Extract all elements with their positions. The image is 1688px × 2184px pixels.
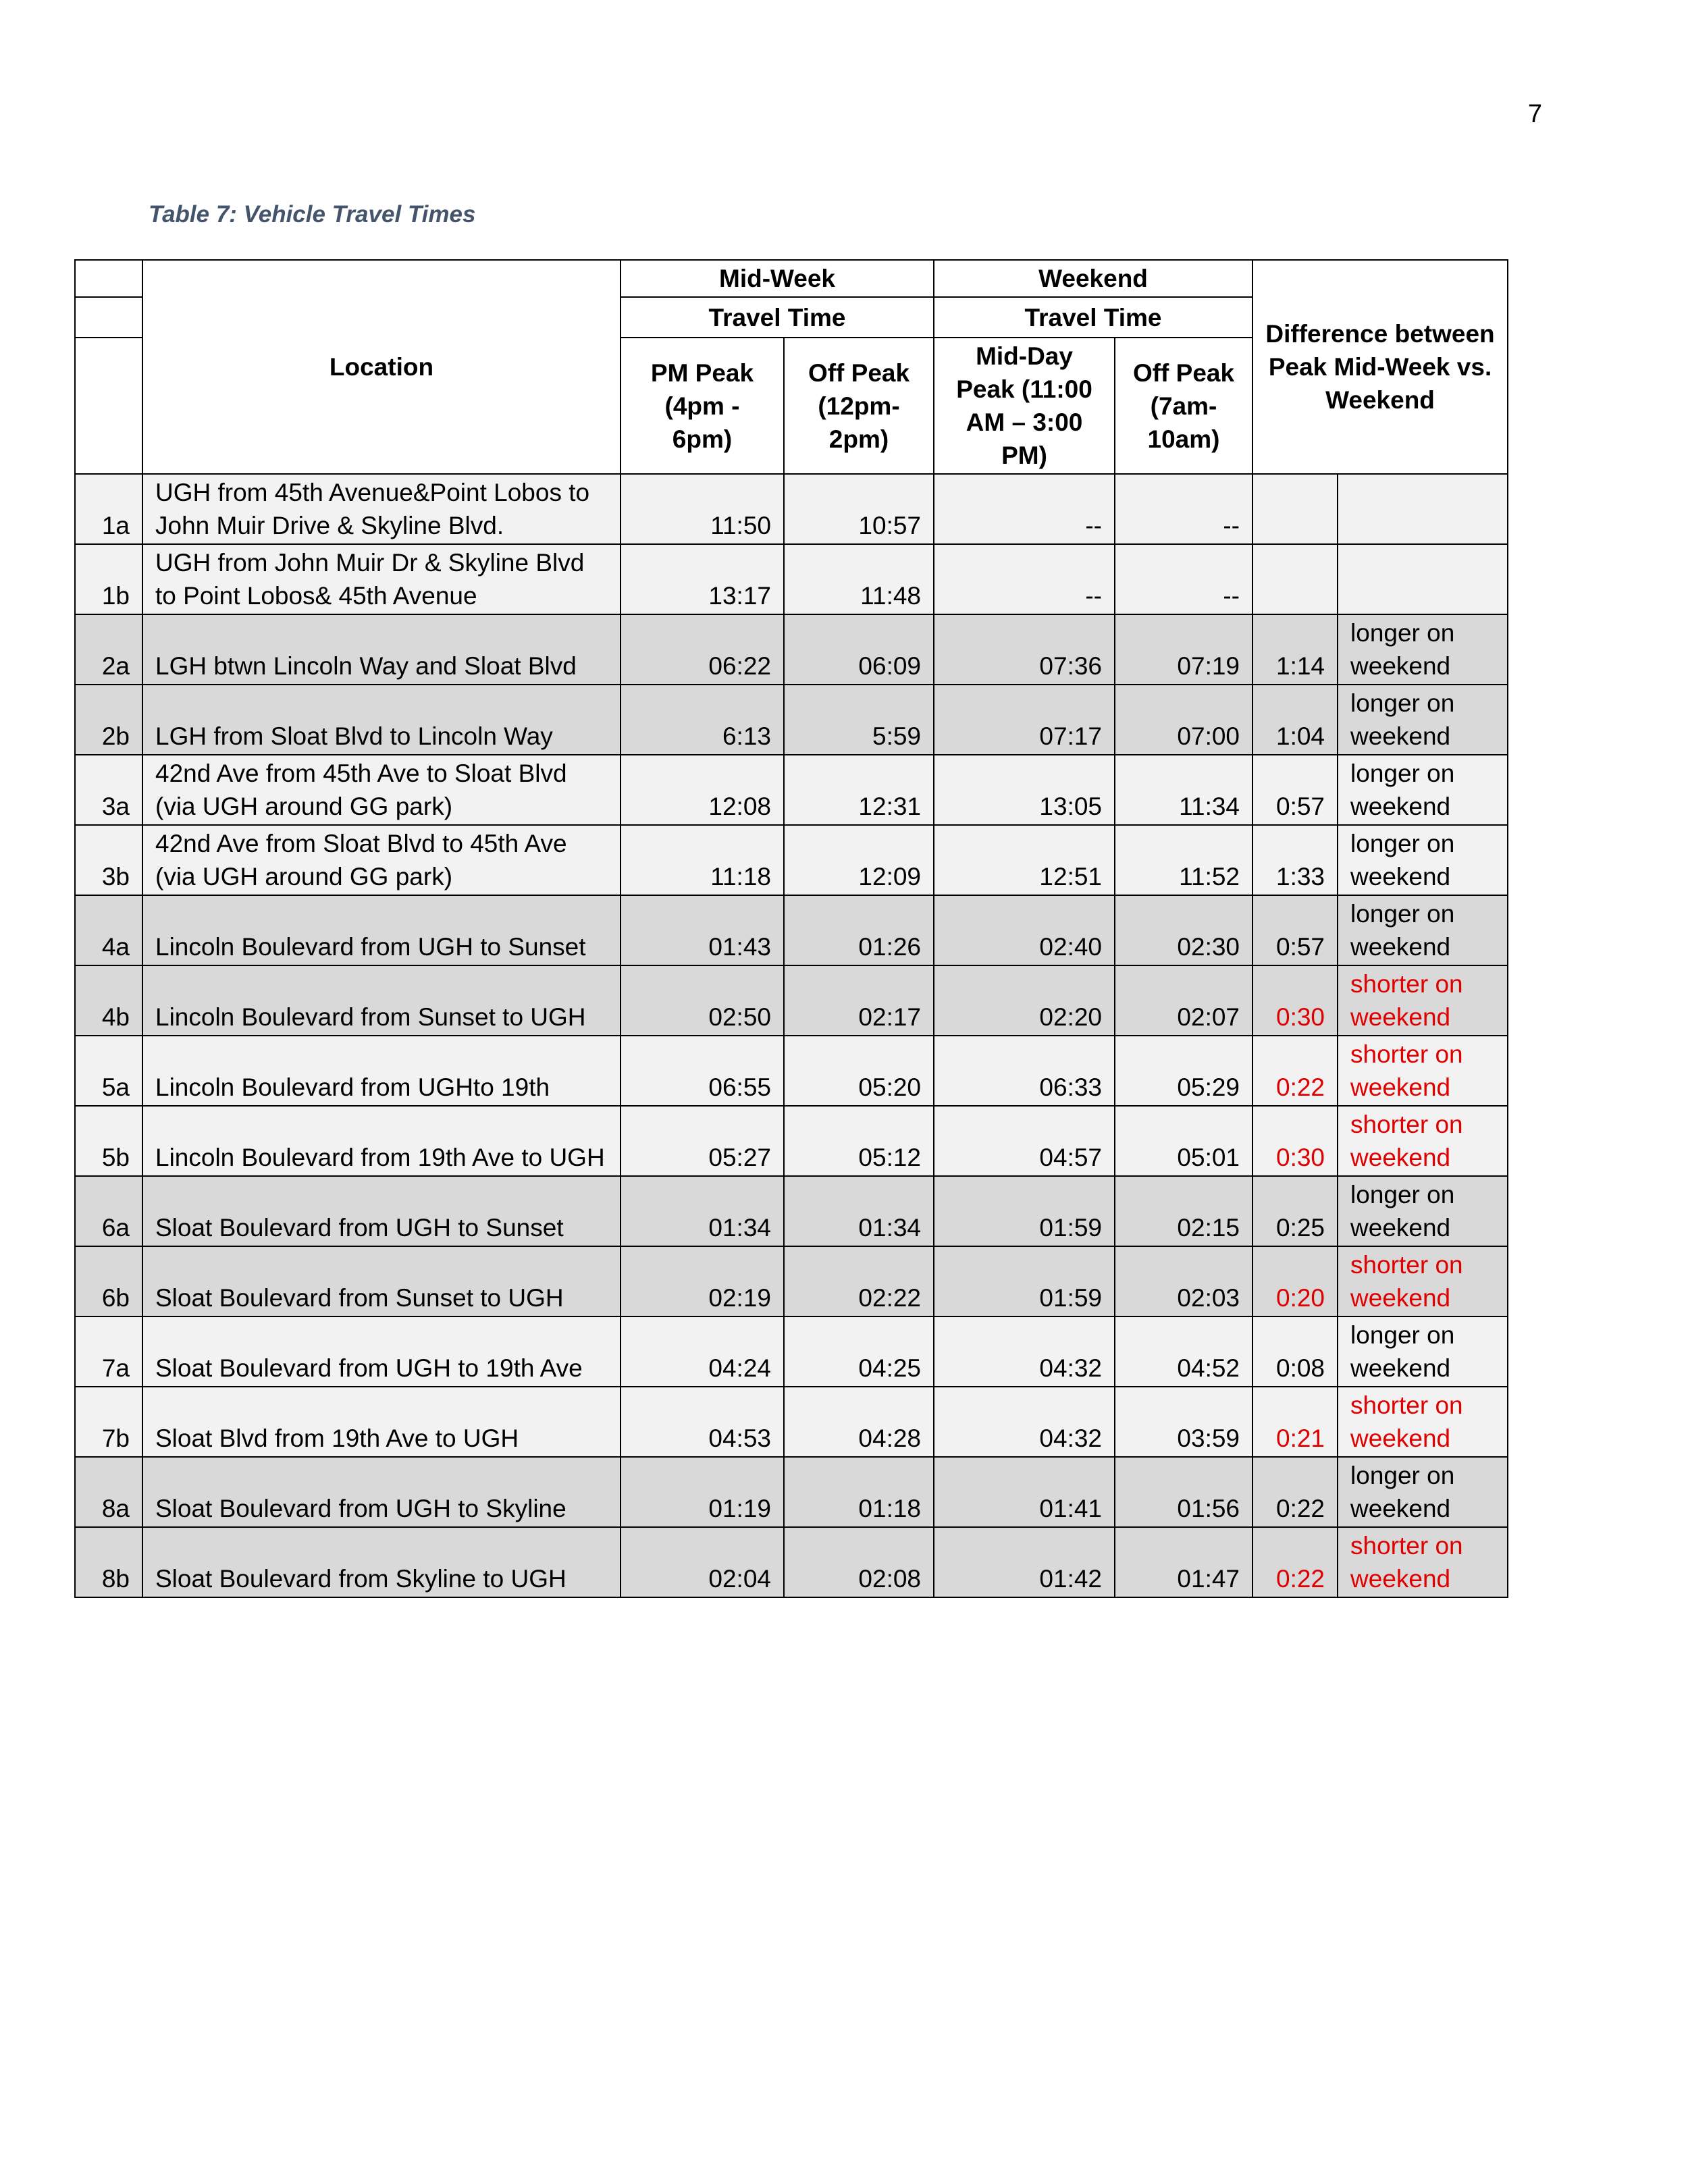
row-midday-peak: 13:05 — [934, 755, 1115, 825]
header-off-peak-weekend: Off Peak (7am-10am) — [1115, 338, 1252, 474]
row-difference-note: longer on weekend — [1338, 614, 1508, 685]
row-location: Sloat Boulevard from Sunset to UGH — [142, 1246, 621, 1316]
row-difference: 1:04 — [1252, 685, 1338, 755]
row-off-peak-weekend: -- — [1115, 474, 1252, 544]
row-difference-note: longer on weekend — [1338, 1316, 1508, 1387]
row-difference-note: shorter on weekend — [1338, 1106, 1508, 1176]
row-off-peak-weekend: -- — [1115, 544, 1252, 614]
row-midday-peak: 12:51 — [934, 825, 1115, 895]
row-midday-peak: 01:59 — [934, 1246, 1115, 1316]
table-row — [75, 825, 1508, 895]
row-difference: 0:30 — [1252, 1106, 1338, 1176]
row-id: 2b — [75, 685, 142, 755]
row-pm-peak: 12:08 — [621, 755, 784, 825]
row-difference-note — [1338, 544, 1508, 614]
row-difference: 0:21 — [1252, 1387, 1338, 1457]
row-pm-peak: 13:17 — [621, 544, 784, 614]
row-id: 7b — [75, 1387, 142, 1457]
row-off-peak-midweek: 05:20 — [784, 1036, 934, 1106]
row-difference — [1252, 544, 1338, 614]
row-off-peak-weekend: 01:56 — [1115, 1457, 1252, 1527]
row-id: 3b — [75, 825, 142, 895]
row-location: Sloat Boulevard from Skyline to UGH — [142, 1527, 621, 1597]
row-pm-peak: 02:04 — [621, 1527, 784, 1597]
row-difference-note: longer on weekend — [1338, 895, 1508, 965]
row-off-peak-weekend: 02:03 — [1115, 1246, 1252, 1316]
row-off-peak-midweek: 01:18 — [784, 1457, 934, 1527]
row-difference: 1:33 — [1252, 825, 1338, 895]
row-off-peak-midweek: 12:31 — [784, 755, 934, 825]
header-off-peak-midweek: Off Peak (12pm-2pm) — [784, 338, 934, 474]
table-row — [75, 685, 1508, 755]
row-pm-peak: 06:22 — [621, 614, 784, 685]
header-location: Location — [142, 260, 621, 474]
row-midday-peak: 07:36 — [934, 614, 1115, 685]
row-location: Lincoln Boulevard from Sunset to UGH — [142, 965, 621, 1036]
row-off-peak-weekend: 11:34 — [1115, 755, 1252, 825]
row-id: 4b — [75, 965, 142, 1036]
table-row — [75, 1316, 1508, 1387]
row-off-peak-midweek: 02:22 — [784, 1246, 934, 1316]
row-location: 42nd Ave from 45th Ave to Sloat Blvd (via UGH around GG park) — [142, 755, 621, 825]
table-row — [75, 544, 1508, 614]
row-off-peak-midweek: 04:25 — [784, 1316, 934, 1387]
row-location: Sloat Boulevard from UGH to 19th Ave — [142, 1316, 621, 1387]
header-difference: Difference between Peak Mid-Week vs. Weekend — [1252, 260, 1508, 474]
row-off-peak-midweek: 01:34 — [784, 1176, 934, 1246]
row-off-peak-midweek: 01:26 — [784, 895, 934, 965]
row-location: Lincoln Boulevard from 19th Ave to UGH — [142, 1106, 621, 1176]
row-off-peak-midweek: 12:09 — [784, 825, 934, 895]
row-difference: 0:25 — [1252, 1176, 1338, 1246]
row-off-peak-midweek: 05:12 — [784, 1106, 934, 1176]
header-travel-time-weekend: Travel Time — [934, 297, 1252, 338]
row-pm-peak: 04:24 — [621, 1316, 784, 1387]
row-id: 6a — [75, 1176, 142, 1246]
header-midweek: Mid-Week — [621, 260, 934, 297]
row-location: Sloat Boulevard from UGH to Skyline — [142, 1457, 621, 1527]
row-id: 8b — [75, 1527, 142, 1597]
row-id: 2a — [75, 614, 142, 685]
row-difference-note: shorter on weekend — [1338, 1036, 1508, 1106]
row-off-peak-weekend: 01:47 — [1115, 1527, 1252, 1597]
row-off-peak-weekend: 07:19 — [1115, 614, 1252, 685]
row-id: 6b — [75, 1246, 142, 1316]
row-midday-peak: 01:42 — [934, 1527, 1115, 1597]
row-pm-peak: 02:19 — [621, 1246, 784, 1316]
row-difference-note — [1338, 474, 1508, 544]
row-pm-peak: 01:34 — [621, 1176, 784, 1246]
row-difference-note: shorter on weekend — [1338, 965, 1508, 1036]
row-difference: 0:08 — [1252, 1316, 1338, 1387]
row-pm-peak: 01:19 — [621, 1457, 784, 1527]
travel-times-table — [74, 259, 1508, 1598]
row-id: 1a — [75, 474, 142, 544]
row-midday-peak: 02:40 — [934, 895, 1115, 965]
row-off-peak-weekend: 02:07 — [1115, 965, 1252, 1036]
row-difference-note: longer on weekend — [1338, 1176, 1508, 1246]
row-pm-peak: 6:13 — [621, 685, 784, 755]
table-row — [75, 1176, 1508, 1246]
row-pm-peak: 04:53 — [621, 1387, 784, 1457]
row-off-peak-midweek: 11:48 — [784, 544, 934, 614]
row-pm-peak: 06:55 — [621, 1036, 784, 1106]
row-difference-note: longer on weekend — [1338, 755, 1508, 825]
row-difference: 0:30 — [1252, 965, 1338, 1036]
row-id: 7a — [75, 1316, 142, 1387]
row-pm-peak: 11:18 — [621, 825, 784, 895]
table-row — [75, 1527, 1508, 1597]
table-row — [75, 895, 1508, 965]
row-midday-peak: -- — [934, 544, 1115, 614]
row-location: UGH from 45th Avenue&Point Lobos to John Muir Drive & Skyline Blvd. — [142, 474, 621, 544]
table-row — [75, 1457, 1508, 1527]
row-pm-peak: 11:50 — [621, 474, 784, 544]
row-off-peak-weekend: 07:00 — [1115, 685, 1252, 755]
table-row — [75, 755, 1508, 825]
table-row — [75, 614, 1508, 685]
row-off-peak-weekend: 03:59 — [1115, 1387, 1252, 1457]
row-midday-peak: 07:17 — [934, 685, 1115, 755]
row-location: Lincoln Boulevard from UGH to Sunset — [142, 895, 621, 965]
row-off-peak-midweek: 06:09 — [784, 614, 934, 685]
table-row — [75, 1246, 1508, 1316]
table-body — [75, 474, 1508, 1597]
row-midday-peak: -- — [934, 474, 1115, 544]
row-off-peak-midweek: 5:59 — [784, 685, 934, 755]
row-location: Sloat Blvd from 19th Ave to UGH — [142, 1387, 621, 1457]
row-pm-peak: 05:27 — [621, 1106, 784, 1176]
row-difference — [1252, 474, 1338, 544]
header-travel-time-midweek: Travel Time — [621, 297, 934, 338]
row-difference-note: shorter on weekend — [1338, 1527, 1508, 1597]
row-location: LGH btwn Lincoln Way and Sloat Blvd — [142, 614, 621, 685]
row-midday-peak: 04:32 — [934, 1387, 1115, 1457]
row-difference-note: longer on weekend — [1338, 685, 1508, 755]
table-row — [75, 1387, 1508, 1457]
header-pm-peak: PM Peak (4pm - 6pm) — [621, 338, 784, 474]
row-midday-peak: 04:32 — [934, 1316, 1115, 1387]
row-location: Sloat Boulevard from UGH to Sunset — [142, 1176, 621, 1246]
row-off-peak-midweek: 04:28 — [784, 1387, 934, 1457]
row-midday-peak: 01:59 — [934, 1176, 1115, 1246]
header-id-cell — [75, 297, 142, 338]
row-off-peak-weekend: 11:52 — [1115, 825, 1252, 895]
row-off-peak-weekend: 04:52 — [1115, 1316, 1252, 1387]
row-midday-peak: 04:57 — [934, 1106, 1115, 1176]
row-difference: 0:20 — [1252, 1246, 1338, 1316]
row-location: UGH from John Muir Dr & Skyline Blvd to Point Lobos& 45th Avenue — [142, 544, 621, 614]
row-id: 8a — [75, 1457, 142, 1527]
header-weekend: Weekend — [934, 260, 1252, 297]
header-id-cell — [75, 260, 142, 297]
row-difference: 0:57 — [1252, 895, 1338, 965]
row-midday-peak: 06:33 — [934, 1036, 1115, 1106]
row-id: 5b — [75, 1106, 142, 1176]
row-midday-peak: 02:20 — [934, 965, 1115, 1036]
row-difference: 0:22 — [1252, 1457, 1338, 1527]
row-id: 5a — [75, 1036, 142, 1106]
row-difference-note: longer on weekend — [1338, 1457, 1508, 1527]
header-id-cell — [75, 338, 142, 474]
row-location: 42nd Ave from Sloat Blvd to 45th Ave (via UGH around GG park) — [142, 825, 621, 895]
row-off-peak-weekend: 02:15 — [1115, 1176, 1252, 1246]
table-caption: Table 7: Vehicle Travel Times — [149, 201, 476, 228]
row-off-peak-weekend: 05:29 — [1115, 1036, 1252, 1106]
row-off-peak-midweek: 02:17 — [784, 965, 934, 1036]
row-midday-peak: 01:41 — [934, 1457, 1115, 1527]
row-off-peak-weekend: 02:30 — [1115, 895, 1252, 965]
table-row — [75, 1106, 1508, 1176]
row-difference: 0:22 — [1252, 1527, 1338, 1597]
table-row — [75, 965, 1508, 1036]
row-pm-peak: 02:50 — [621, 965, 784, 1036]
row-off-peak-weekend: 05:01 — [1115, 1106, 1252, 1176]
row-difference: 0:22 — [1252, 1036, 1338, 1106]
header-midday-peak: Mid-Day Peak (11:00 AM – 3:00 PM) — [934, 338, 1115, 474]
row-id: 3a — [75, 755, 142, 825]
row-difference-note: shorter on weekend — [1338, 1246, 1508, 1316]
row-off-peak-midweek: 10:57 — [784, 474, 934, 544]
row-id: 4a — [75, 895, 142, 965]
row-difference-note: shorter on weekend — [1338, 1387, 1508, 1457]
row-location: Lincoln Boulevard from UGHto 19th — [142, 1036, 621, 1106]
row-difference: 0:57 — [1252, 755, 1338, 825]
page-number: 7 — [1527, 100, 1542, 128]
row-difference-note: longer on weekend — [1338, 825, 1508, 895]
row-pm-peak: 01:43 — [621, 895, 784, 965]
row-off-peak-midweek: 02:08 — [784, 1527, 934, 1597]
row-id: 1b — [75, 544, 142, 614]
table-row — [75, 1036, 1508, 1106]
row-difference: 1:14 — [1252, 614, 1338, 685]
row-location: LGH from Sloat Blvd to Lincoln Way — [142, 685, 621, 755]
table-row — [75, 474, 1508, 544]
